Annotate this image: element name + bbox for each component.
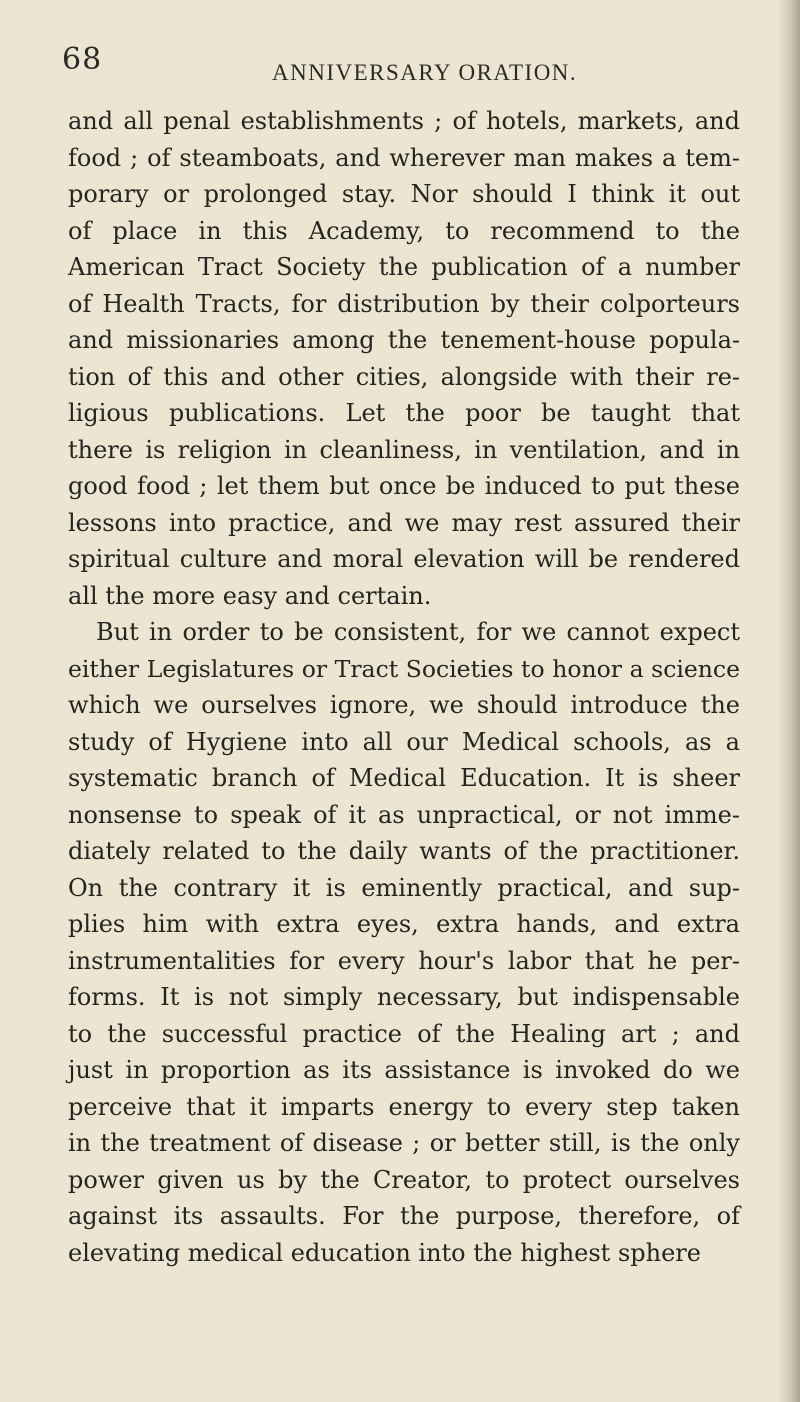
text-line: plies him with extra eyes, extra hands, and extra <box>68 910 740 938</box>
text-line: porary or prolonged stay. Nor should I think it out <box>68 180 740 208</box>
text-line: there is religion in cleanliness, in ventilation, and in <box>68 435 740 464</box>
text-line: study of Hygiene into all our Medical schools, as a <box>68 727 740 756</box>
text-line: against its assaults. For the purpose, therefore, of <box>68 1202 740 1230</box>
text-line: which we ourselves ignore, we should introduce the <box>68 691 740 719</box>
text-line: forms. It is not simply necessary, but indispensable <box>68 983 740 1011</box>
text-line: food ; of steamboats, and wherever man makes a tem- <box>68 143 740 172</box>
text-line: just in proportion as its assistance is invoked do we <box>68 1056 740 1084</box>
text-line: nonsense to speak of it as unpractical, or not imme- <box>68 800 740 829</box>
text-line: On the contrary it is eminently practical, and sup- <box>68 873 740 902</box>
text-line: either Legislatures or Tract Societies to honor a science <box>68 654 740 683</box>
text-line: systematic branch of Medical Education. It is sheer <box>68 764 740 792</box>
text-line: perceive that it imparts energy to every step taken <box>68 1092 740 1121</box>
text-line: to the successful practice of the Healing art ; and <box>68 1019 740 1048</box>
text-line: power given us by the Creator, to protect ourselves <box>68 1165 740 1194</box>
text-line: diately related to the daily wants of the practitioner. <box>68 837 740 865</box>
text-line: ligious publications. Let the poor be taught that <box>68 399 740 427</box>
text-line: in the treatment of disease ; or better still, is the only <box>68 1129 740 1157</box>
page-edge-shadow <box>778 0 800 1402</box>
text-line: of place in this Academy, to recommend to the <box>68 216 740 245</box>
text-line: of Health Tracts, for distribution by their colporteurs <box>68 289 740 318</box>
body-text <box>68 103 740 1271</box>
text-line: instrumentalities for every hour's labor that he per- <box>68 946 740 975</box>
text-line: tion of this and other cities, alongside with their re- <box>68 362 740 391</box>
text-line: good food ; let them but once be induced to put these <box>68 472 740 500</box>
page-number: 68 <box>62 42 103 77</box>
running-head: ANNIVERSARY ORATION. <box>272 60 578 85</box>
text-line: lessons into practice, and we may rest assured their <box>68 508 740 537</box>
text-line: and missionaries among the tenement-house popula- <box>68 326 740 354</box>
paragraph-end-line: all the more easy and certain. <box>68 581 432 610</box>
text-line: spiritual culture and moral elevation will be rendered <box>68 545 740 573</box>
paragraph-start-line: But in order to be consistent, for we cannot expect <box>96 618 740 646</box>
text-line: elevating medical education into the highest sphere <box>68 1238 701 1267</box>
text-line: American Tract Society the publication of a number <box>68 253 740 281</box>
text-line: and all penal establishments ; of hotels, markets, and <box>68 107 740 135</box>
